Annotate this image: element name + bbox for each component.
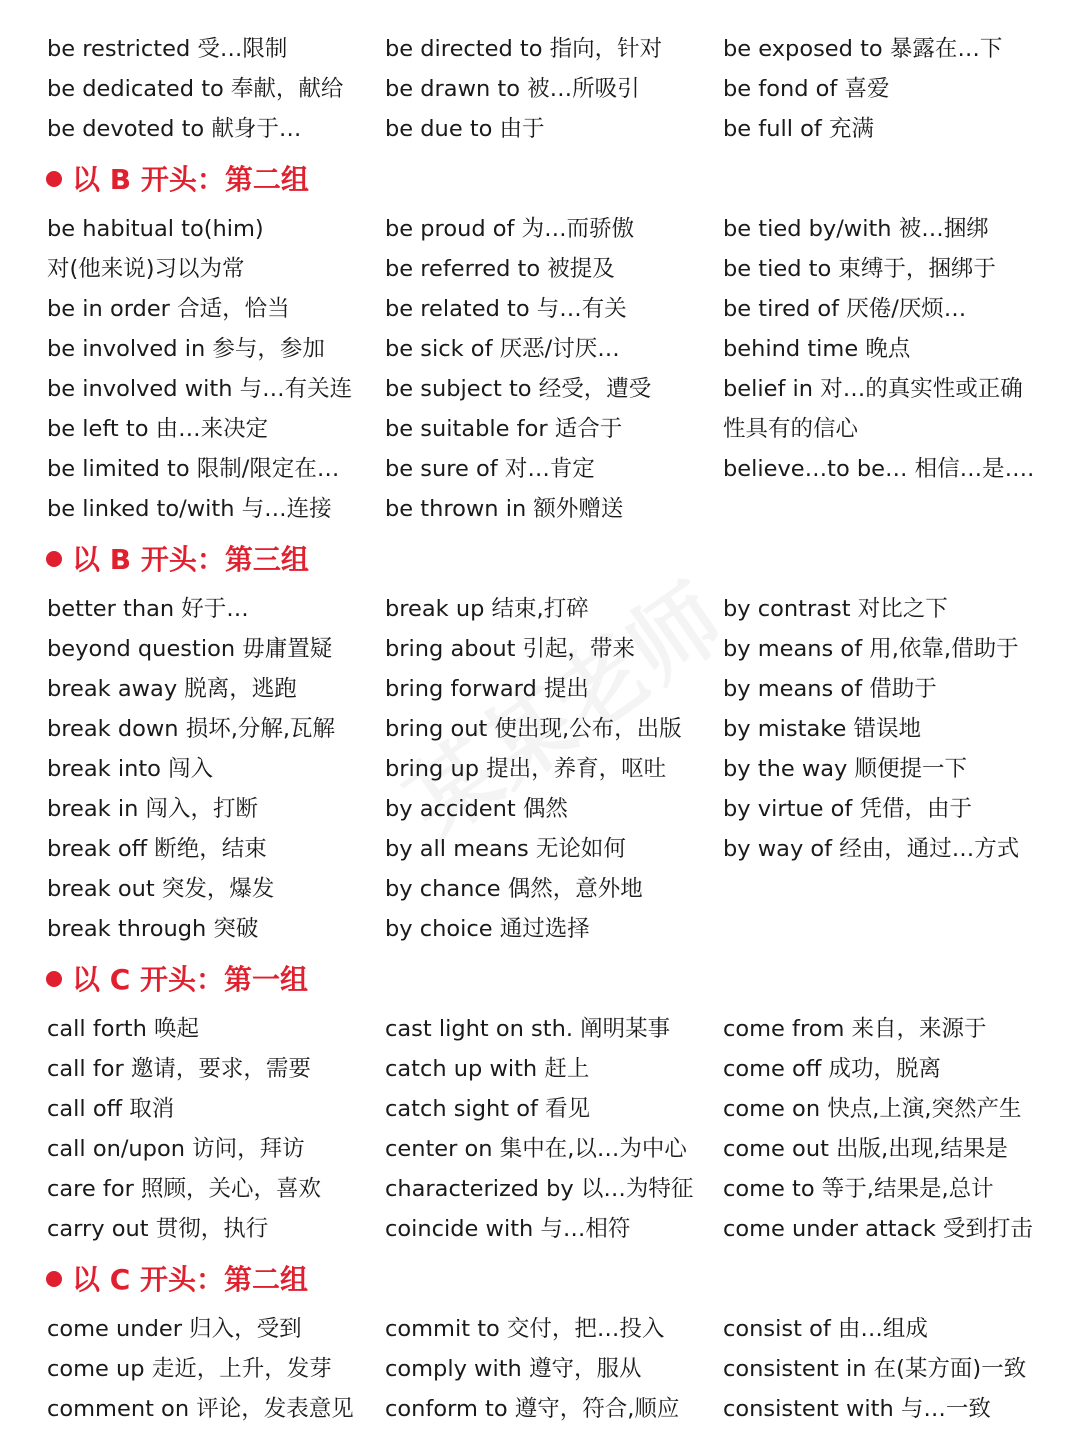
phrase-entry: call off 取消 bbox=[47, 1096, 175, 1122]
phrase-entry: center on 集中在,以…为中心 bbox=[385, 1136, 687, 1162]
column-2 bbox=[385, 589, 715, 949]
phrase-entry: be tied to 束缚于，捆绑于 bbox=[723, 256, 996, 282]
phrase-entry: be habitual to(him) bbox=[47, 216, 264, 242]
phrase-entry: be in order 合适，恰当 bbox=[47, 296, 290, 322]
phrase-entry: by contrast 对比之下 bbox=[723, 596, 948, 622]
phrase-entry: behind time 晚点 bbox=[723, 336, 911, 362]
column-3 bbox=[723, 29, 1053, 149]
phrase-entry: be tired of 厌倦/厌烦… bbox=[723, 296, 967, 322]
column-3 bbox=[723, 1009, 1053, 1249]
phrase-entry: call for 邀请，要求，需要 bbox=[47, 1056, 311, 1082]
phrase-entry: carry out 贯彻，执行 bbox=[47, 1216, 269, 1242]
phrase-entry: be full of 充满 bbox=[723, 116, 874, 142]
section-heading bbox=[46, 1260, 308, 1300]
phrase-entry: be restricted 受…限制 bbox=[47, 36, 288, 62]
phrase-entry: by choice 通过选择 bbox=[385, 916, 590, 942]
section-heading bbox=[46, 160, 309, 200]
phrase-entry: better than 好于… bbox=[47, 596, 249, 622]
phrase-entry: be due to 由于 bbox=[385, 116, 545, 142]
phrase-entry: be involved in 参与，参加 bbox=[47, 336, 325, 362]
column-3 bbox=[723, 209, 1053, 489]
phrase-entry: be dedicated to 奉献，献给 bbox=[47, 76, 344, 102]
column-1 bbox=[47, 209, 377, 529]
phrase-entry: be exposed to 暴露在…下 bbox=[723, 36, 1003, 62]
section-heading-text: 以 B 开头：第三组 bbox=[72, 543, 309, 576]
bullet-dot-icon bbox=[46, 551, 62, 567]
phrase-entry: be related to 与…有关 bbox=[385, 296, 627, 322]
phrase-entry: by mistake 错误地 bbox=[723, 716, 921, 742]
phrase-entry: care for 照顾，关心，喜欢 bbox=[47, 1176, 321, 1202]
phrase-entry: break down 损坏,分解,瓦解 bbox=[47, 716, 336, 742]
phrase-entry: 性具有的信心 bbox=[723, 416, 859, 442]
phrase-entry: by the way 顺便提一下 bbox=[723, 756, 967, 782]
phrase-entry: break into 闯入 bbox=[47, 756, 214, 782]
column-1 bbox=[47, 1009, 377, 1249]
phrase-entry: bring forward 提出 bbox=[385, 676, 589, 702]
phrase-entry: be sure of 对…肯定 bbox=[385, 456, 595, 482]
phrase-entry: come out 出版,出现,结果是 bbox=[723, 1136, 1008, 1162]
phrase-entry: break out 突发，爆发 bbox=[47, 876, 275, 902]
phrase-entry: comment on 评论，发表意见 bbox=[47, 1396, 354, 1422]
section-heading bbox=[46, 540, 309, 580]
phrase-entry: bring out 使出现,公布，出版 bbox=[385, 716, 682, 742]
phrase-entry: break in 闯入，打断 bbox=[47, 796, 259, 822]
phrase-entry: consist of 由…组成 bbox=[723, 1316, 928, 1342]
column-1 bbox=[47, 589, 377, 949]
phrase-entry: be linked to/with 与…连接 bbox=[47, 496, 332, 522]
phrase-entry: by virtue of 凭借，由于 bbox=[723, 796, 972, 822]
phrase-entry: cast light on sth. 阐明某事 bbox=[385, 1016, 671, 1042]
phrase-entry: call forth 唤起 bbox=[47, 1016, 199, 1042]
phrase-entry: come to 等于,结果是,总计 bbox=[723, 1176, 994, 1202]
bullet-dot-icon bbox=[46, 171, 62, 187]
phrase-entry: catch sight of 看见 bbox=[385, 1096, 591, 1122]
phrase-entry: bring about 引起，带来 bbox=[385, 636, 636, 662]
phrase-entry: come on 快点,上演,突然产生 bbox=[723, 1096, 1022, 1122]
column-2 bbox=[385, 1309, 715, 1429]
phrase-entry: break through 突破 bbox=[47, 916, 259, 942]
phrase-entry: coincide with 与…相符 bbox=[385, 1216, 631, 1242]
column-2 bbox=[385, 29, 715, 149]
phrase-entry: break off 断绝，结束 bbox=[47, 836, 267, 862]
phrase-entry: catch up with 赶上 bbox=[385, 1056, 590, 1082]
column-3 bbox=[723, 1309, 1053, 1429]
phrase-entry: be suitable for 适合于 bbox=[385, 416, 623, 442]
phrase-entry: be fond of 喜爱 bbox=[723, 76, 890, 102]
bullet-dot-icon bbox=[46, 1271, 62, 1287]
phrase-entry: be involved with 与…有关连 bbox=[47, 376, 353, 402]
section-heading-text: 以 B 开头：第二组 bbox=[72, 163, 309, 196]
phrase-entry: come off 成功，脱离 bbox=[723, 1056, 941, 1082]
column-3 bbox=[723, 589, 1053, 869]
phrase-entry: come under attack 受到打击 bbox=[723, 1216, 1033, 1242]
phrase-entry: consistent in 在(某方面)一致 bbox=[723, 1356, 1027, 1382]
column-1 bbox=[47, 1309, 377, 1429]
section-heading bbox=[46, 960, 308, 1000]
phrase-entry: characterized by 以…为特征 bbox=[385, 1176, 694, 1202]
phrase-entry: come up 走近，上升，发芽 bbox=[47, 1356, 332, 1382]
phrase-entry: believe…to be… 相信…是…. bbox=[723, 456, 1035, 482]
phrase-entry: commit to 交付，把…投入 bbox=[385, 1316, 665, 1342]
phrase-entry: be limited to 限制/限定在… bbox=[47, 456, 340, 482]
phrase-entry: be proud of 为…而骄傲 bbox=[385, 216, 635, 242]
phrase-entry: call on/upon 访问，拜访 bbox=[47, 1136, 305, 1162]
phrase-entry: be directed to 指向，针对 bbox=[385, 36, 663, 62]
phrase-entry: conform to 遵守，符合,顺应 bbox=[385, 1396, 680, 1422]
phrase-entry: belief in 对…的真实性或正确 bbox=[723, 376, 1023, 402]
phrase-entry: come under 归入，受到 bbox=[47, 1316, 302, 1342]
phrase-entry: be sick of 厌恶/讨厌… bbox=[385, 336, 620, 362]
phrase-entry: come from 来自，来源于 bbox=[723, 1016, 987, 1042]
phrase-entry: by accident 偶然 bbox=[385, 796, 568, 822]
phrase-entry: by means of 用,依靠,借助于 bbox=[723, 636, 1019, 662]
phrase-entry: be left to 由…来决定 bbox=[47, 416, 269, 442]
phrase-entry: by means of 借助于 bbox=[723, 676, 937, 702]
phrase-entry: break away 脱离，逃跑 bbox=[47, 676, 297, 702]
phrase-entry: be tied by/with 被…捆绑 bbox=[723, 216, 989, 242]
phrase-entry: be devoted to 献身于… bbox=[47, 116, 302, 142]
phrase-entry: be thrown in 额外赠送 bbox=[385, 496, 624, 522]
section-heading-text: 以 C 开头：第二组 bbox=[72, 1263, 309, 1296]
phrase-entry: be subject to 经受，遭受 bbox=[385, 376, 652, 402]
phrase-entry: 对(他来说)习以为常 bbox=[47, 256, 245, 282]
column-2 bbox=[385, 1009, 715, 1249]
phrase-entry: break up 结束,打碎 bbox=[385, 596, 589, 622]
phrase-entry: be drawn to 被…所吸引 bbox=[385, 76, 640, 102]
phrase-entry: by all means 无论如何 bbox=[385, 836, 626, 862]
phrase-entry: be referred to 被提及 bbox=[385, 256, 615, 282]
phrase-entry: by chance 偶然，意外地 bbox=[385, 876, 643, 902]
phrase-entry: comply with 遵守，服从 bbox=[385, 1356, 642, 1382]
section-heading-text: 以 C 开头：第一组 bbox=[72, 963, 309, 996]
phrase-entry: bring up 提出，养育，呕吐 bbox=[385, 756, 667, 782]
phrase-entry: by way of 经由，通过…方式 bbox=[723, 836, 1020, 862]
phrase-entry: beyond question 毋庸置疑 bbox=[47, 636, 333, 662]
bullet-dot-icon bbox=[46, 971, 62, 987]
column-2 bbox=[385, 209, 715, 529]
phrase-entry: consistent with 与…一致 bbox=[723, 1396, 991, 1422]
column-1 bbox=[47, 29, 377, 149]
